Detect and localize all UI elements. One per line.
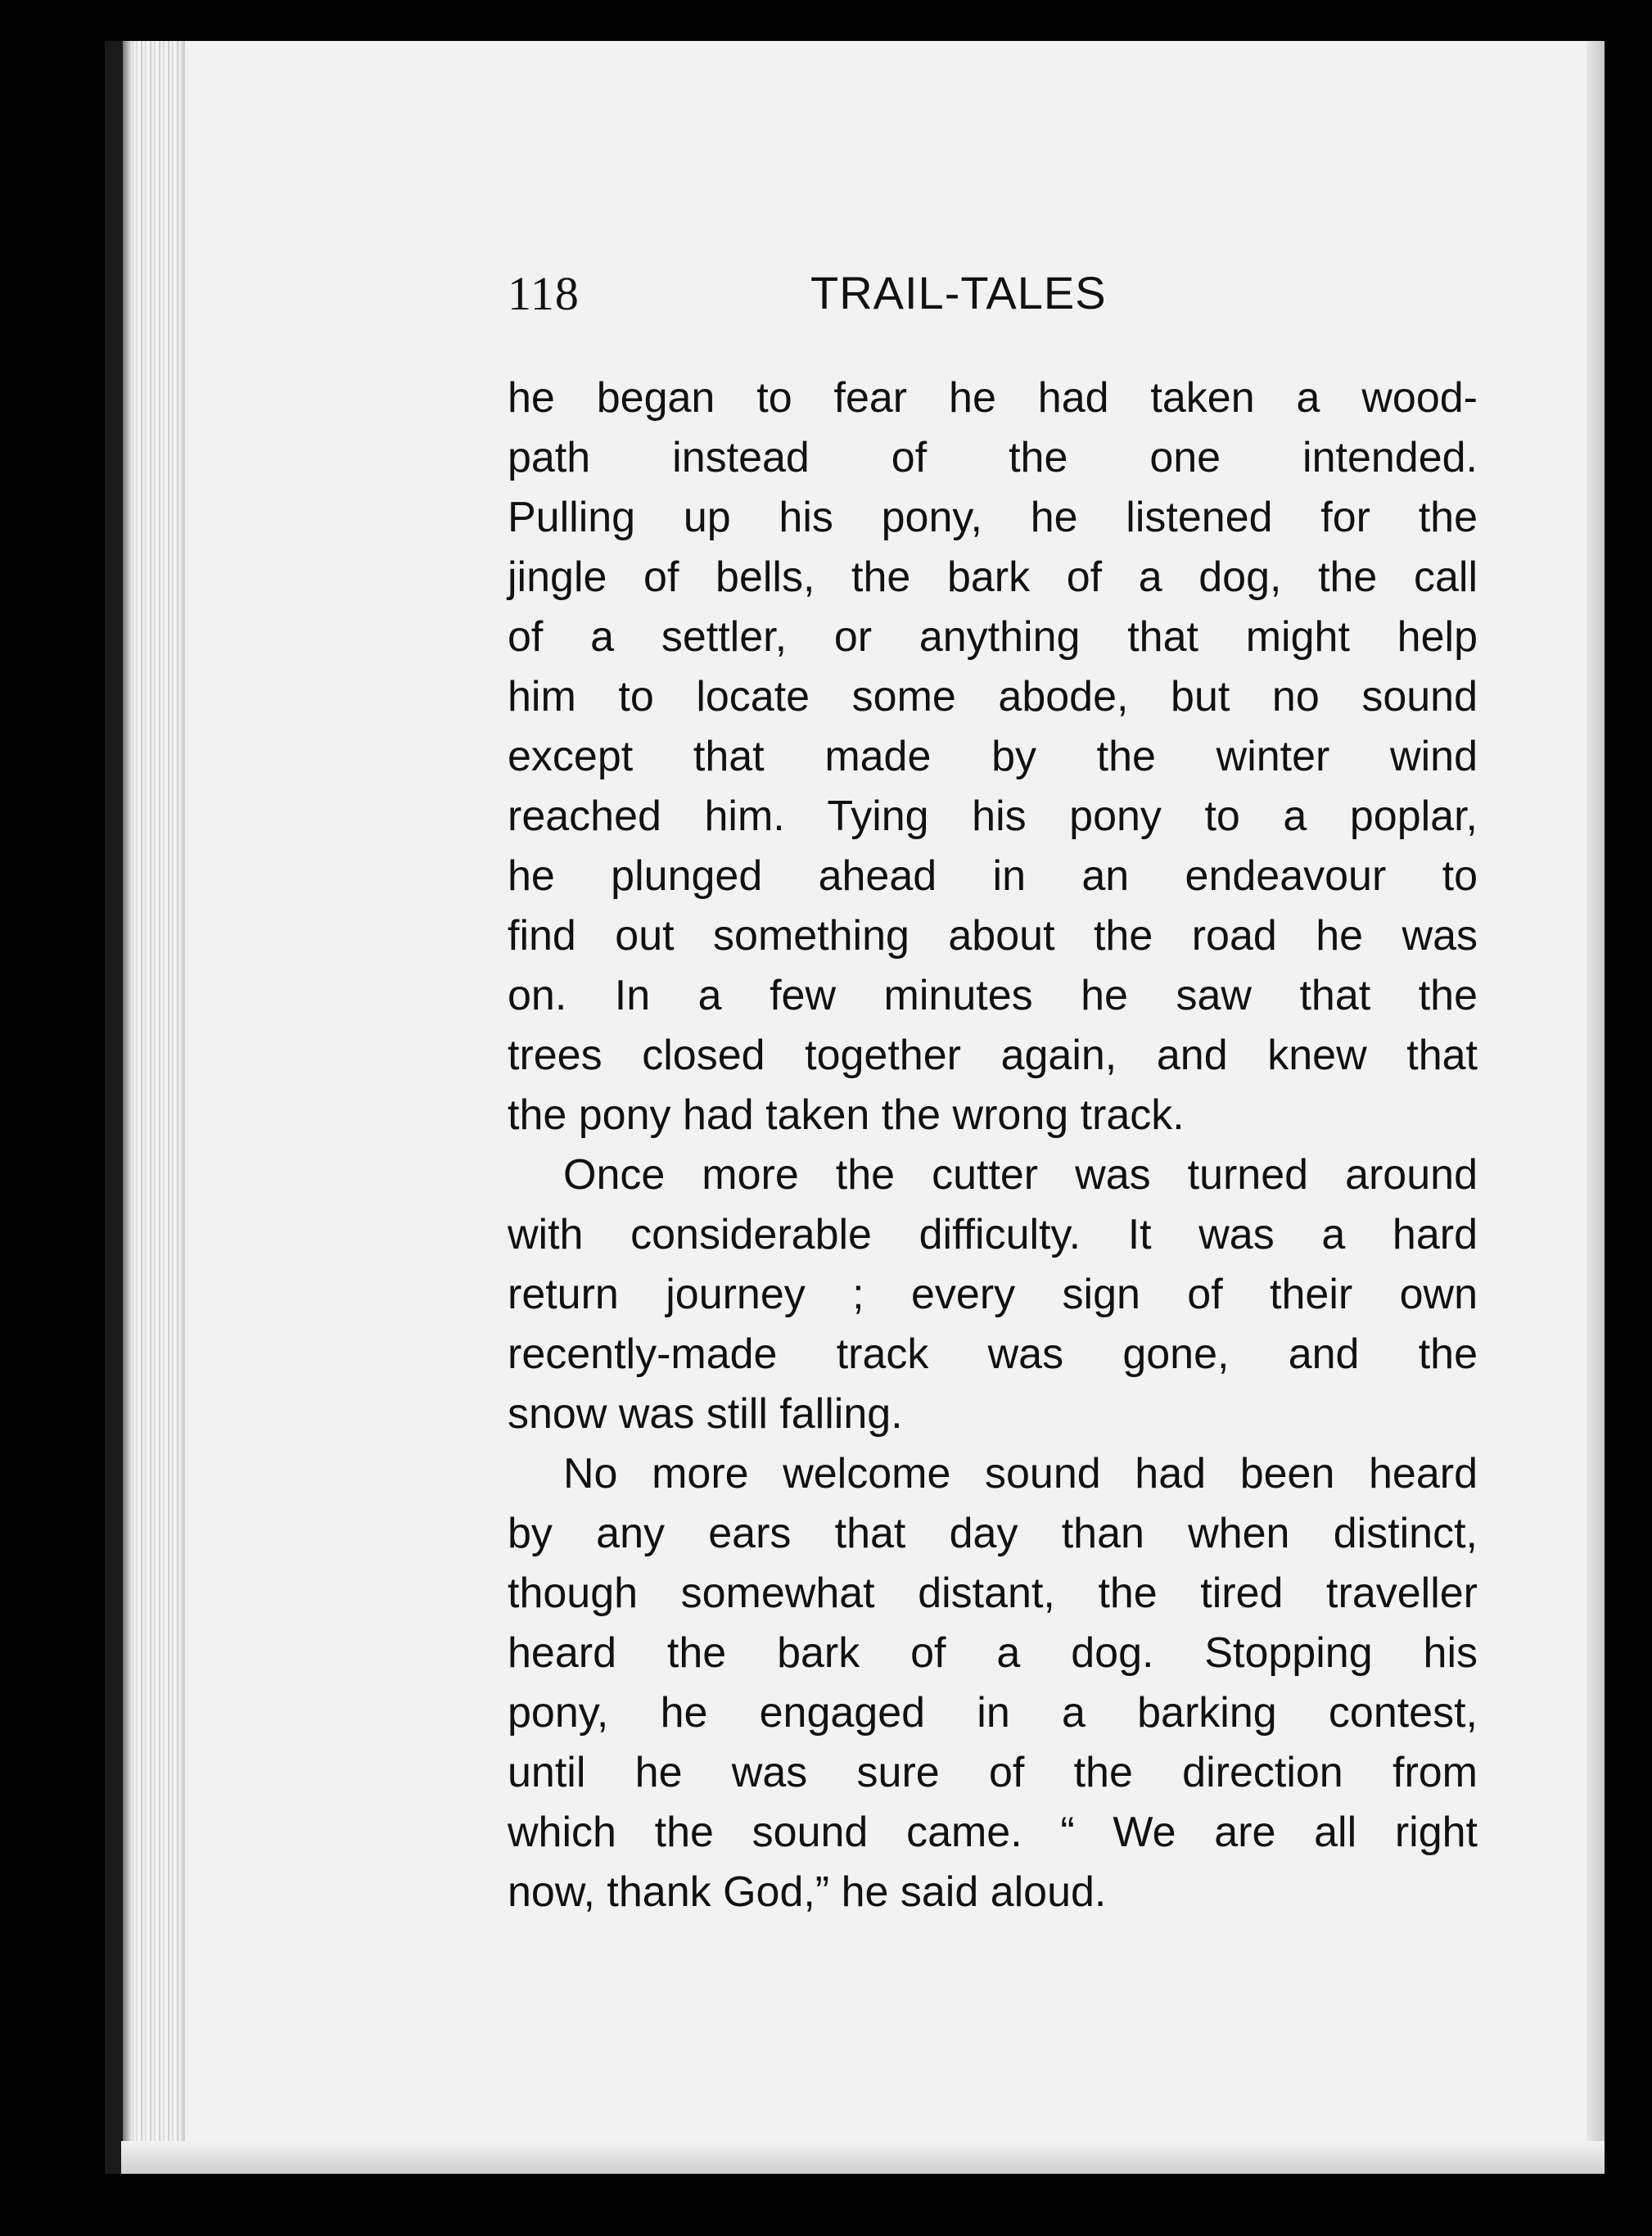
page-number: 118 [508,267,580,320]
text-line: he began to fear he had taken a wood- [508,374,1478,422]
text-line: heard the bark of a dog. Stopping his [508,1629,1478,1677]
text-line: pony, he engaged in a barking contest, [508,1689,1478,1737]
text-line: trees closed together again, and knew that [508,1032,1478,1079]
page-right-edge [1587,41,1605,2174]
text-line: though somewhat distant, the tired traveller [508,1570,1478,1617]
page-header [508,266,1474,323]
text-line: find out something about the road he was [508,912,1478,960]
text-line: No more welcome sound had been heard [563,1450,1478,1497]
spine-shadow [123,41,133,2174]
text-line: return journey ; every sign of their own [508,1271,1478,1318]
text-line: now, thank God,” he said aloud. [508,1868,1107,1916]
text-line: which the sound came. “ We are all right [508,1809,1478,1856]
text-line: Pulling up his pony, he listened for the [508,494,1478,541]
body-text [508,368,1478,1922]
text-line: by any ears that day than when distinct, [508,1510,1478,1557]
text-line: except that made by the winter wind [508,733,1478,780]
page-bottom-edge [121,2141,1605,2174]
text-line: the pony had taken the wrong track. [508,1091,1185,1139]
text-line: path instead of the one intended. [508,434,1478,481]
book-spine [105,41,123,2174]
text-line: of a settler, or anything that might help [508,613,1478,661]
text-line: he plunged ahead in an endeavour to [508,852,1478,900]
text-line: jingle of bells, the bark of a dog, the call [508,553,1478,601]
text-line: with considerable difficulty. It was a hard [508,1211,1478,1258]
running-head: TRAIL-TALES [810,267,1107,318]
text-line: him to locate some abode, but no sound [508,673,1478,720]
text-line: until he was sure of the direction from [508,1749,1478,1796]
text-line: recently-made track was gone, and the [508,1330,1478,1378]
text-line: Once more the cutter was turned around [563,1151,1478,1199]
text-line: on. In a few minutes he saw that the [508,972,1478,1019]
text-line: reached him. Tying his pony to a poplar, [508,793,1478,840]
text-line: snow was still falling. [508,1390,903,1438]
